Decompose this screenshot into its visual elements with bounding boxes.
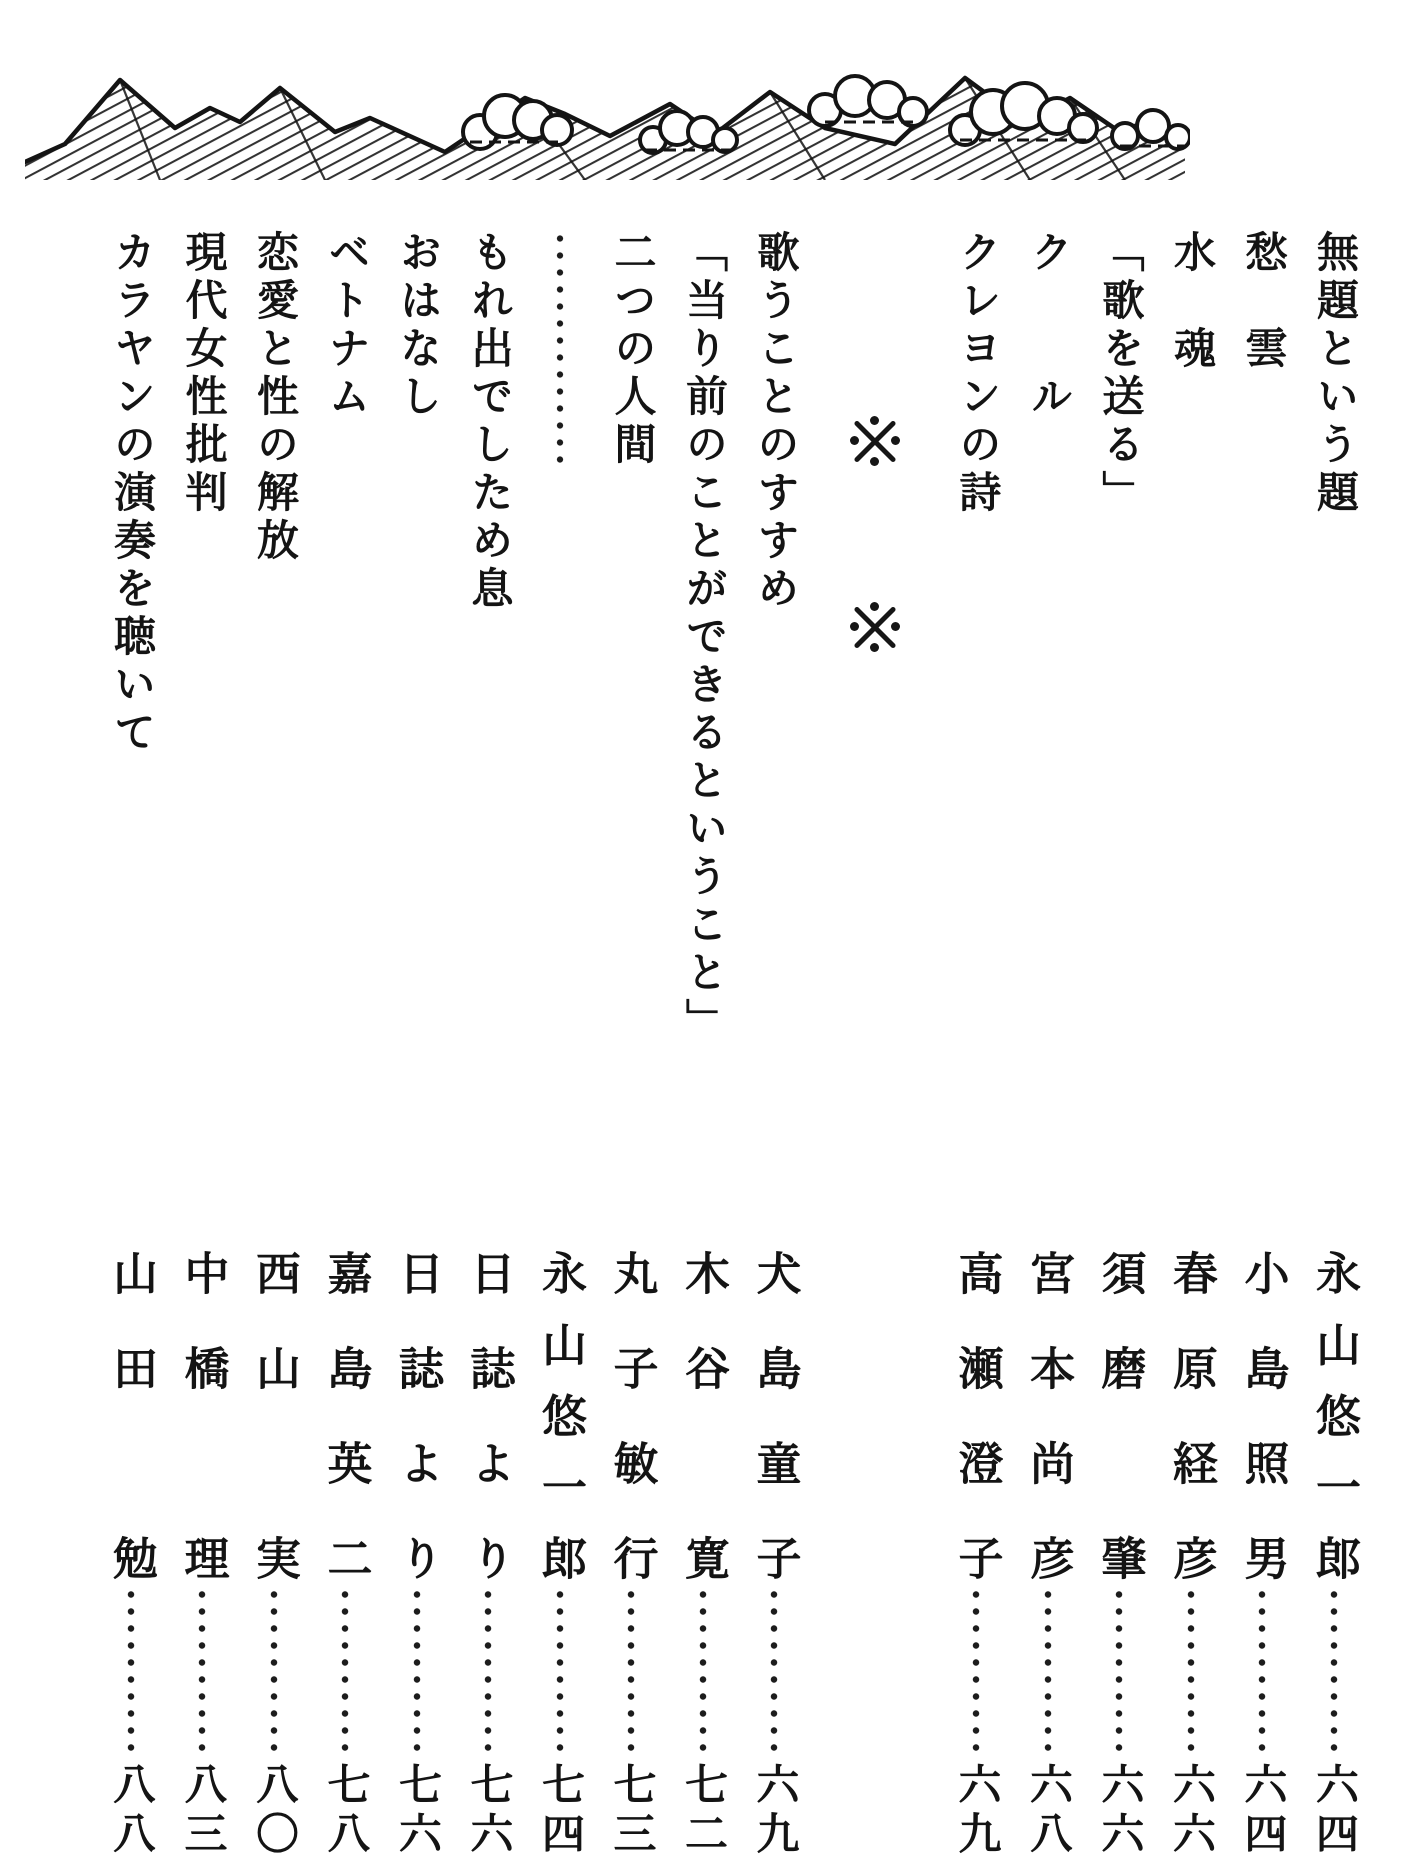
leader-dots bbox=[198, 1586, 206, 1754]
toc-entry bbox=[453, 230, 524, 1860]
leader-dots bbox=[770, 1586, 778, 1754]
entry-author: 中橋 理 bbox=[177, 1250, 228, 1580]
leader-dots bbox=[1330, 1586, 1338, 1754]
leader-dots bbox=[556, 1586, 564, 1754]
entry-title: 「歌を送る」 bbox=[1096, 230, 1143, 518]
entry-title-dotted bbox=[556, 230, 564, 466]
entry-author: 宮本尚彦 bbox=[1023, 1250, 1073, 1580]
entry-title: 恋愛と性の解放 bbox=[251, 230, 297, 566]
entry-author: 日誌より bbox=[463, 1250, 514, 1580]
entry-title: カラヤンの演奏を聴いて bbox=[108, 230, 154, 758]
entry-page-number: 六八 bbox=[1024, 1762, 1071, 1860]
entry-page-number: 七四 bbox=[536, 1762, 583, 1860]
toc-entry bbox=[95, 230, 166, 1860]
leader-dots bbox=[341, 1586, 349, 1754]
leader-dots bbox=[1044, 1586, 1052, 1754]
entry-title: ベトナム bbox=[322, 230, 369, 422]
entry-author: 日誌より bbox=[392, 1250, 442, 1580]
entry-page-number: 七三 bbox=[607, 1762, 655, 1860]
leader-dots bbox=[699, 1586, 707, 1754]
entry-page-number: 六六 bbox=[1095, 1762, 1143, 1860]
entry-title: ク ル bbox=[1025, 230, 1071, 422]
reference-mark-icon bbox=[850, 416, 900, 466]
leader-dots bbox=[627, 1586, 635, 1754]
entry-page-number: 六九 bbox=[952, 1762, 1000, 1860]
entry-author: 高瀬澄子 bbox=[951, 1250, 1002, 1580]
section-divider bbox=[810, 230, 940, 1860]
entry-page-number: 六四 bbox=[1310, 1762, 1357, 1860]
toc-entry bbox=[238, 230, 309, 1860]
leader-dots bbox=[1115, 1586, 1123, 1754]
entry-author: 西山 実 bbox=[249, 1250, 299, 1580]
toc-entry bbox=[941, 230, 1012, 1860]
entry-author: 嘉島英二 bbox=[320, 1250, 371, 1580]
toc-entry bbox=[739, 230, 810, 1860]
toc-entry bbox=[1227, 230, 1298, 1860]
entry-page-number: 六四 bbox=[1238, 1762, 1286, 1860]
entry-page-number: 七二 bbox=[679, 1762, 726, 1860]
entry-author: 山田 勉 bbox=[106, 1250, 156, 1580]
entry-title: 無題という題 bbox=[1311, 230, 1357, 518]
mountain-illustration bbox=[25, 40, 1190, 180]
toc-entry bbox=[596, 230, 667, 1860]
leader-dots bbox=[270, 1586, 278, 1754]
toc-entry bbox=[167, 230, 238, 1860]
entry-author: 犬島童子 bbox=[749, 1250, 800, 1580]
entry-author: 小島照男 bbox=[1237, 1250, 1288, 1580]
toc-entry bbox=[667, 230, 738, 1860]
toc-entry bbox=[310, 230, 381, 1860]
entry-author: 須磨 肇 bbox=[1094, 1250, 1145, 1580]
leader-dots bbox=[972, 1586, 980, 1754]
entry-page-number: 六六 bbox=[1167, 1762, 1214, 1860]
leader-dots bbox=[1258, 1586, 1266, 1754]
entry-author: 春原経彦 bbox=[1166, 1250, 1216, 1580]
leader-dots bbox=[127, 1586, 135, 1754]
toc-entry bbox=[1155, 230, 1226, 1860]
entry-page-number: 八〇 bbox=[250, 1762, 297, 1860]
entry-title: 「当り前のことができるということ」 bbox=[680, 230, 726, 1046]
entry-title: 現代女性批判 bbox=[179, 230, 226, 518]
entry-author: 永山悠一郎 bbox=[535, 1250, 585, 1580]
toc-entry bbox=[1012, 230, 1083, 1860]
entry-page-number: 七八 bbox=[321, 1762, 369, 1860]
leader-dots bbox=[484, 1586, 492, 1754]
entry-title: おはなし bbox=[394, 230, 440, 422]
entry-title: クレヨンの詩 bbox=[953, 230, 1000, 518]
toc-entry bbox=[1084, 230, 1155, 1860]
entry-page-number: 八三 bbox=[178, 1762, 226, 1860]
reference-mark-text bbox=[850, 416, 851, 417]
reference-mark-icon bbox=[850, 602, 900, 652]
entry-page-number: 八八 bbox=[107, 1762, 154, 1860]
entry-author: 丸子敏行 bbox=[606, 1250, 657, 1580]
toc-entry bbox=[381, 230, 452, 1860]
entry-title: 水 魂 bbox=[1168, 230, 1214, 374]
entry-title: 愁 雲 bbox=[1239, 230, 1286, 374]
entry-page-number: 七六 bbox=[464, 1762, 512, 1860]
toc-entry bbox=[524, 230, 595, 1860]
entry-page-number: 六九 bbox=[750, 1762, 798, 1860]
reference-mark-text bbox=[850, 602, 851, 603]
entry-author: 永山悠一郎 bbox=[1309, 1250, 1359, 1580]
leader-dots bbox=[1187, 1586, 1195, 1754]
entry-title: 二つの人間 bbox=[608, 230, 655, 470]
entry-page-number: 七六 bbox=[393, 1762, 440, 1860]
toc-columns bbox=[95, 230, 1369, 1860]
leader-dots bbox=[413, 1586, 421, 1754]
entry-title: もれ出でしため息 bbox=[465, 230, 512, 614]
entry-author: 木谷 寛 bbox=[678, 1250, 728, 1580]
toc-entry bbox=[1298, 230, 1369, 1860]
entry-title: 歌うことのすすめ bbox=[751, 230, 798, 614]
